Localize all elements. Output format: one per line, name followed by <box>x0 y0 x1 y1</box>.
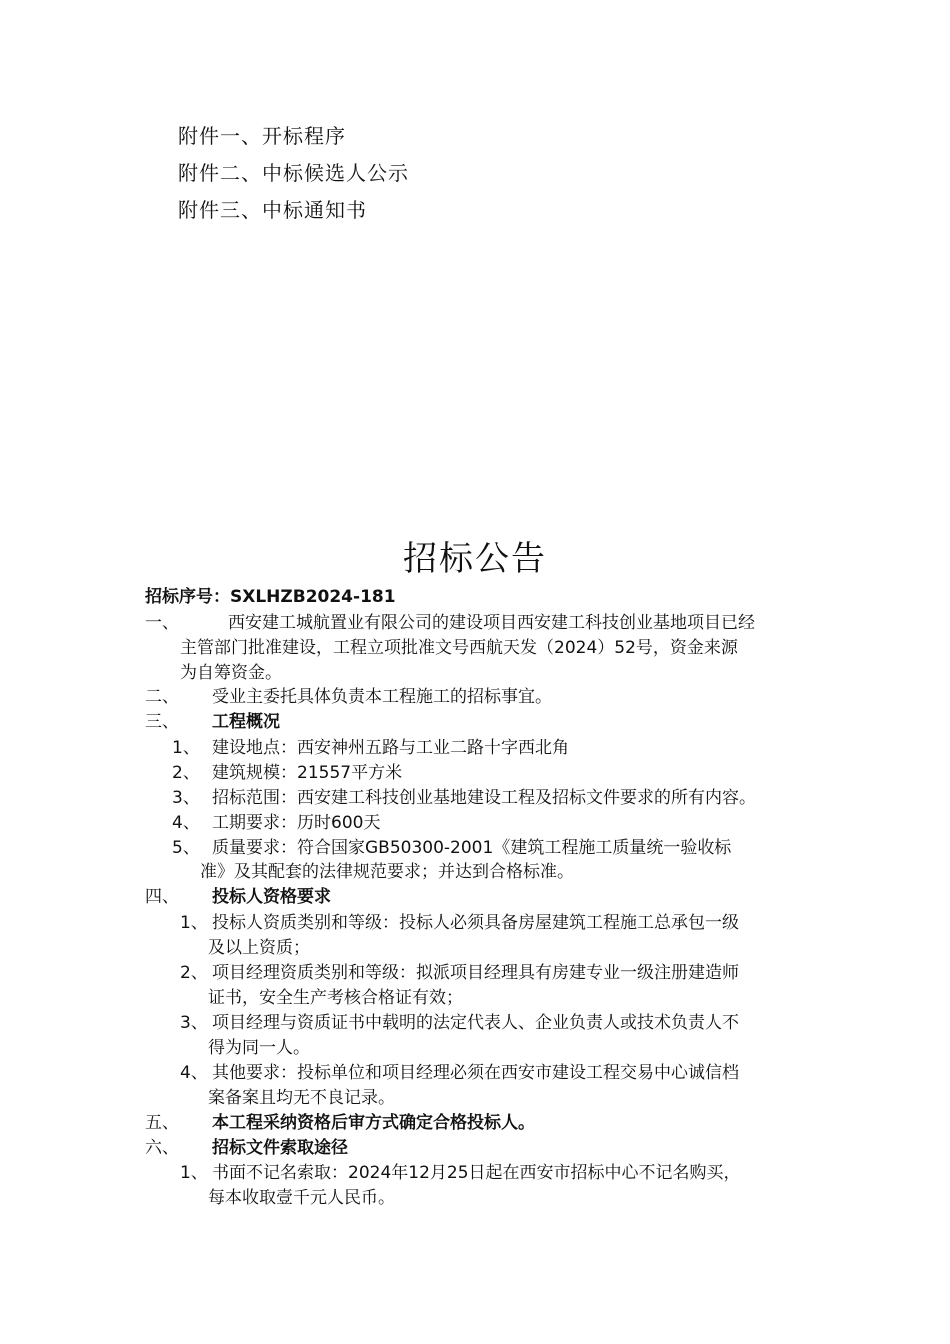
s6-item-1-line-2: 每本收取壹千元人民币。 <box>208 1188 395 1208</box>
s3-item-3-text: 招标范围：西安建工科技创业基地建设工程及招标文件要求的所有内容。 <box>212 788 756 808</box>
s4-item-3-line-1: 项目经理与资质证书中载明的法定代表人、企业负责人或技术负责人不 <box>212 1013 739 1033</box>
section-3-number: 三、 <box>145 712 179 732</box>
s4-item-3-number: 3、 <box>180 1013 208 1033</box>
s4-item-1-line-1: 投标人资质类别和等级：投标人必须具备房屋建筑工程施工总承包一级 <box>212 913 739 933</box>
s3-item-5-text-cont: 准》及其配套的法律规范要求；并达到合格标准。 <box>200 862 574 882</box>
s3-item-4-number: 4、 <box>172 813 200 833</box>
section-3-heading: 工程概况 <box>212 712 280 732</box>
section-5-text: 本工程采纳资格后审方式确定合格投标人。 <box>212 1113 535 1133</box>
s3-item-1-number: 1、 <box>172 738 200 758</box>
section-6-heading: 招标文件索取途径 <box>212 1138 348 1158</box>
section-4-number: 四、 <box>145 887 179 907</box>
s3-item-3-number: 3、 <box>172 788 200 808</box>
s3-item-1-text: 建设地点：西安神州五路与工业二路十字西北角 <box>212 738 569 758</box>
s6-item-1-line-1: 书面不记名索取：2024年12月25日起在西安市招标中心不记名购买， <box>212 1163 741 1183</box>
section-1-line-1: 西安建工城航置业有限公司的建设项目西安建工科技创业基地项目已经 <box>228 613 755 633</box>
s3-item-2-number: 2、 <box>172 763 200 783</box>
section-6-number: 六、 <box>145 1138 179 1158</box>
s3-item-4-text: 工期要求：历时600天 <box>212 813 381 833</box>
s3-item-2-text: 建筑规模：21557平方米 <box>212 763 403 783</box>
s4-item-2-line-1: 项目经理资质类别和等级：拟派项目经理具有房建专业一级注册建造师 <box>212 963 739 983</box>
serial-number: 招标序号：SXLHZB2024-181 <box>145 587 396 607</box>
s4-item-4-line-2: 案备案且均无不良记录。 <box>208 1088 395 1108</box>
s3-item-5-number: 5、 <box>172 838 200 858</box>
section-1-line-2: 主管部门批准建设，工程立项批准文号西航天发（2024）52号，资金来源 <box>180 638 738 658</box>
attachment-1: 附件一、开标程序 <box>178 124 346 148</box>
section-5-number: 五、 <box>145 1113 179 1133</box>
section-1-number: 一、 <box>145 613 179 633</box>
s4-item-1-line-2: 及以上资质； <box>208 938 310 958</box>
s3-item-5-text: 质量要求：符合国家GB50300-2001《建筑工程施工质量统一验收标 <box>212 838 732 858</box>
section-1-line-3: 为自筹资金。 <box>180 663 282 683</box>
s4-item-4-line-1: 其他要求：投标单位和项目经理必须在西安市建设工程交易中心诚信档 <box>212 1063 739 1083</box>
section-2-number: 二、 <box>145 687 179 707</box>
section-2-text: 受业主委托具体负责本工程施工的招标事宜。 <box>212 687 552 707</box>
s6-item-1-number: 1、 <box>180 1163 208 1183</box>
s4-item-3-line-2: 得为同一人。 <box>208 1038 310 1058</box>
s4-item-2-number: 2、 <box>180 963 208 983</box>
attachment-3: 附件三、中标通知书 <box>178 198 367 222</box>
page-title: 招标公告 <box>403 539 547 579</box>
s4-item-1-number: 1、 <box>180 913 208 933</box>
s4-item-2-line-2: 证书，安全生产考核合格证有效； <box>208 988 463 1008</box>
s4-item-4-number: 4、 <box>180 1063 208 1083</box>
attachment-2: 附件二、中标候选人公示 <box>178 161 409 185</box>
section-4-heading: 投标人资格要求 <box>212 887 331 907</box>
